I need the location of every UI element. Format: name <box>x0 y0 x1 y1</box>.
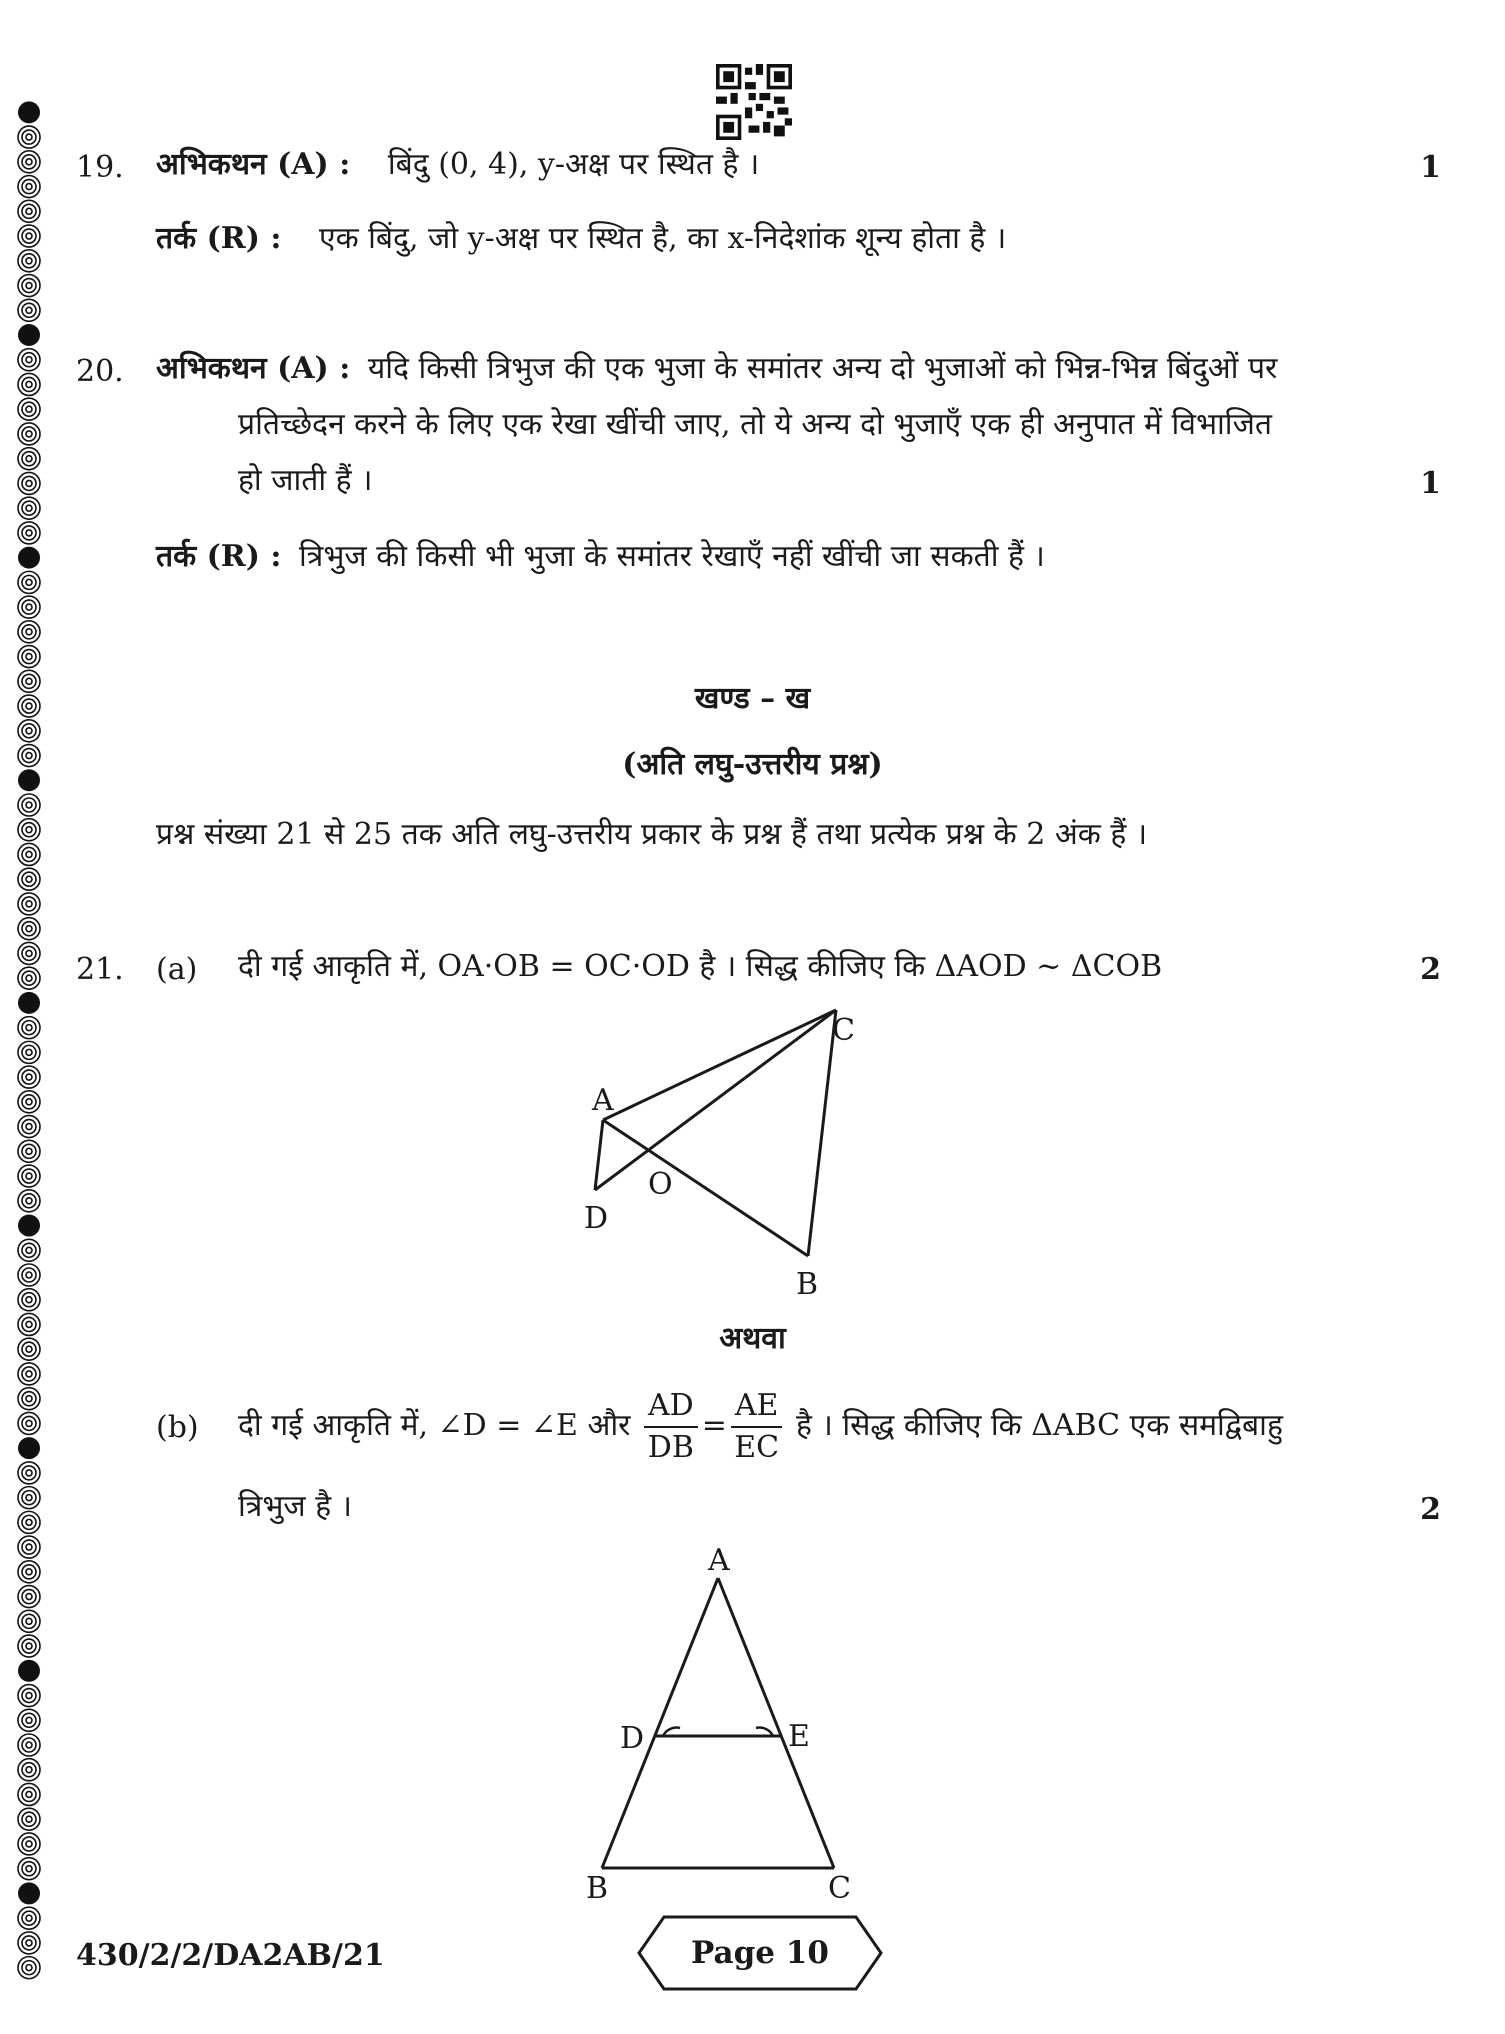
question-number: 20. <box>76 354 124 389</box>
vertex-label-e: E <box>788 1719 810 1754</box>
margin-circle <box>18 423 40 445</box>
reason-label: तर्क (R) : <box>156 221 282 256</box>
part-b-line-2: त्रिभुज है । <box>238 1489 353 1524</box>
assertion-line-2: प्रतिच्छेदन करने के लिए एक रेखा खींची जाए, तो ये अन्य दो भुजाएँ एक ही अनुपात में विभाजित <box>238 407 1272 442</box>
margin-circle <box>18 1536 40 1558</box>
margin-circle <box>18 819 40 841</box>
vertex-label-b: B <box>586 1871 609 1900</box>
margin-circle <box>18 1685 40 1707</box>
margin-circle <box>18 843 40 865</box>
margin-circle <box>18 621 40 643</box>
assertion-line-3: हो जाती हैं । <box>238 463 373 498</box>
margin-circle <box>18 126 40 148</box>
segment-dc <box>595 1010 836 1190</box>
reason-label: तर्क (R) : <box>156 539 282 574</box>
margin-circle <box>18 1041 40 1063</box>
margin-circle <box>18 794 40 816</box>
margin-circle <box>18 646 40 668</box>
margin-circle <box>18 1066 40 1088</box>
margin-circle <box>18 571 40 593</box>
margin-circle <box>18 1388 40 1410</box>
margin-circle <box>18 1734 40 1756</box>
margin-circle <box>18 101 40 123</box>
margin-circle <box>18 1932 40 1954</box>
part-b-text-before: दी गई आकृति में, ∠D = ∠E और <box>238 1408 631 1443</box>
assertion-label: अभिकथन (A) : <box>156 351 351 386</box>
part-a-label: (a) <box>156 952 198 987</box>
margin-circle <box>18 1808 40 1830</box>
margin-circle <box>18 1239 40 1261</box>
margin-circle <box>18 200 40 222</box>
equals-sign: = <box>701 1408 727 1443</box>
or-divider: अथवा <box>719 1321 786 1356</box>
margin-circle <box>18 1586 40 1608</box>
reason-text: एक बिंदु, जो y-अक्ष पर स्थित है, का x-निदेशांक शून्य होता है । <box>318 221 1007 256</box>
margin-circle <box>18 1709 40 1731</box>
marks: 1 <box>1420 466 1441 501</box>
part-b-text-after: है । सिद्ध कीजिए कि ΔABC एक समद्विबाहु <box>795 1408 1283 1443</box>
section-instruction: प्रश्न संख्या 21 से 25 तक अति लघु-उत्तरीय प्रकार के प्रश्न हैं तथा प्रत्येक प्रश्न के 2 अंक हैं । <box>156 817 1148 852</box>
margin-circle <box>18 868 40 890</box>
margin-circle <box>18 1215 40 1237</box>
vertex-label-c: C <box>828 1871 851 1900</box>
margin-circle <box>18 299 40 321</box>
figure-a-intersecting-triangles <box>560 1000 880 1310</box>
paper-code: 430/2/2/DA2AB/21 <box>76 1938 385 1973</box>
qr-code <box>716 64 792 140</box>
margin-circle <box>18 1363 40 1385</box>
margin-circle <box>18 1511 40 1533</box>
margin-circle <box>18 448 40 470</box>
margin-circle <box>18 1116 40 1138</box>
page-number: Page 10 <box>691 1935 829 1971</box>
fraction-ae-ec <box>731 1386 783 1468</box>
margin-circle <box>18 1759 40 1781</box>
margin-circle <box>18 176 40 198</box>
vertex-label-d: D <box>620 1721 645 1756</box>
margin-circle <box>18 596 40 618</box>
vertex-label-o: O <box>648 1167 673 1202</box>
margin-circle <box>18 349 40 371</box>
margin-circle <box>18 522 40 544</box>
margin-circle <box>18 547 40 569</box>
vertex-label-a: A <box>708 1543 730 1578</box>
fraction-numerator: AD <box>644 1386 698 1428</box>
part-b-label: (b) <box>156 1410 199 1445</box>
margin-circle <box>18 1882 40 1904</box>
segment-ad <box>595 1120 603 1190</box>
fraction-denominator: EC <box>734 1430 780 1465</box>
figure-b-triangle-with-parallel <box>560 1530 880 1900</box>
margin-circle <box>18 1165 40 1187</box>
marks: 1 <box>1420 150 1441 185</box>
assertion-text: बिंदु (0, 4), y-अक्ष पर स्थित है । <box>387 147 760 182</box>
margin-circle <box>18 967 40 989</box>
margin-circle <box>18 1487 40 1509</box>
margin-circle <box>18 1561 40 1583</box>
margin-circle <box>18 992 40 1014</box>
assertion-label: अभिकथन (A) : <box>156 147 351 182</box>
section-title: खण्ड – ख <box>694 681 811 716</box>
margin-circle <box>18 1907 40 1929</box>
margin-circle <box>18 893 40 915</box>
question-number: 19. <box>76 150 124 185</box>
margin-circle <box>18 373 40 395</box>
margin-circle <box>18 1783 40 1805</box>
vertex-label-d: D <box>584 1201 609 1236</box>
page-number-badge <box>636 1914 884 1992</box>
fraction-denominator: DB <box>647 1430 694 1465</box>
side-ac <box>718 1578 834 1868</box>
margin-circle-strip <box>8 100 50 1980</box>
margin-circle <box>18 1462 40 1484</box>
vertex-label-b: B <box>796 1267 819 1302</box>
vertex-label-c: C <box>832 1013 855 1048</box>
segment-ac <box>603 1010 836 1120</box>
margin-circle <box>18 1017 40 1039</box>
margin-circle <box>18 1957 40 1979</box>
margin-circle <box>18 1264 40 1286</box>
margin-circle <box>18 1833 40 1855</box>
margin-circle <box>18 1610 40 1632</box>
segment-ab <box>603 1120 808 1256</box>
margin-circle <box>18 1660 40 1682</box>
part-a-text: दी गई आकृति में, OA·OB = OC·OD है । सिद्ध कीजिए कि ΔAOD ~ ΔCOB <box>238 949 1163 984</box>
margin-circle <box>18 1140 40 1162</box>
fraction-numerator: AE <box>731 1386 783 1428</box>
margin-circle <box>18 151 40 173</box>
margin-circle <box>18 1437 40 1459</box>
margin-circle <box>18 250 40 272</box>
section-subtitle: (अति लघु-उत्तरीय प्रश्न) <box>622 747 883 782</box>
fraction-ad-db <box>644 1386 698 1468</box>
margin-circle <box>18 497 40 519</box>
margin-circle <box>18 918 40 940</box>
margin-circle <box>18 1635 40 1657</box>
vertex-label-a: A <box>592 1083 614 1118</box>
margin-circle <box>18 275 40 297</box>
margin-circle <box>18 1289 40 1311</box>
part-b-marks: 2 <box>1420 1492 1441 1527</box>
margin-circle <box>18 225 40 247</box>
margin-circle <box>18 1412 40 1434</box>
margin-circle <box>18 1858 40 1880</box>
question-number: 21. <box>76 952 124 987</box>
margin-circle <box>18 472 40 494</box>
margin-circle <box>18 1190 40 1212</box>
margin-circle <box>18 942 40 964</box>
margin-circle <box>18 398 40 420</box>
margin-circle <box>18 1091 40 1113</box>
margin-circle <box>18 324 40 346</box>
reason-text: त्रिभुज की किसी भी भुजा के समांतर रेखाएँ नहीं खींची जा सकती हैं । <box>298 539 1045 574</box>
assertion-line-1: यदि किसी त्रिभुज की एक भुजा के समांतर अन्य दो भुजाओं को भिन्न-भिन्न बिंदुओं पर <box>367 351 1278 386</box>
part-a-marks: 2 <box>1420 952 1441 987</box>
